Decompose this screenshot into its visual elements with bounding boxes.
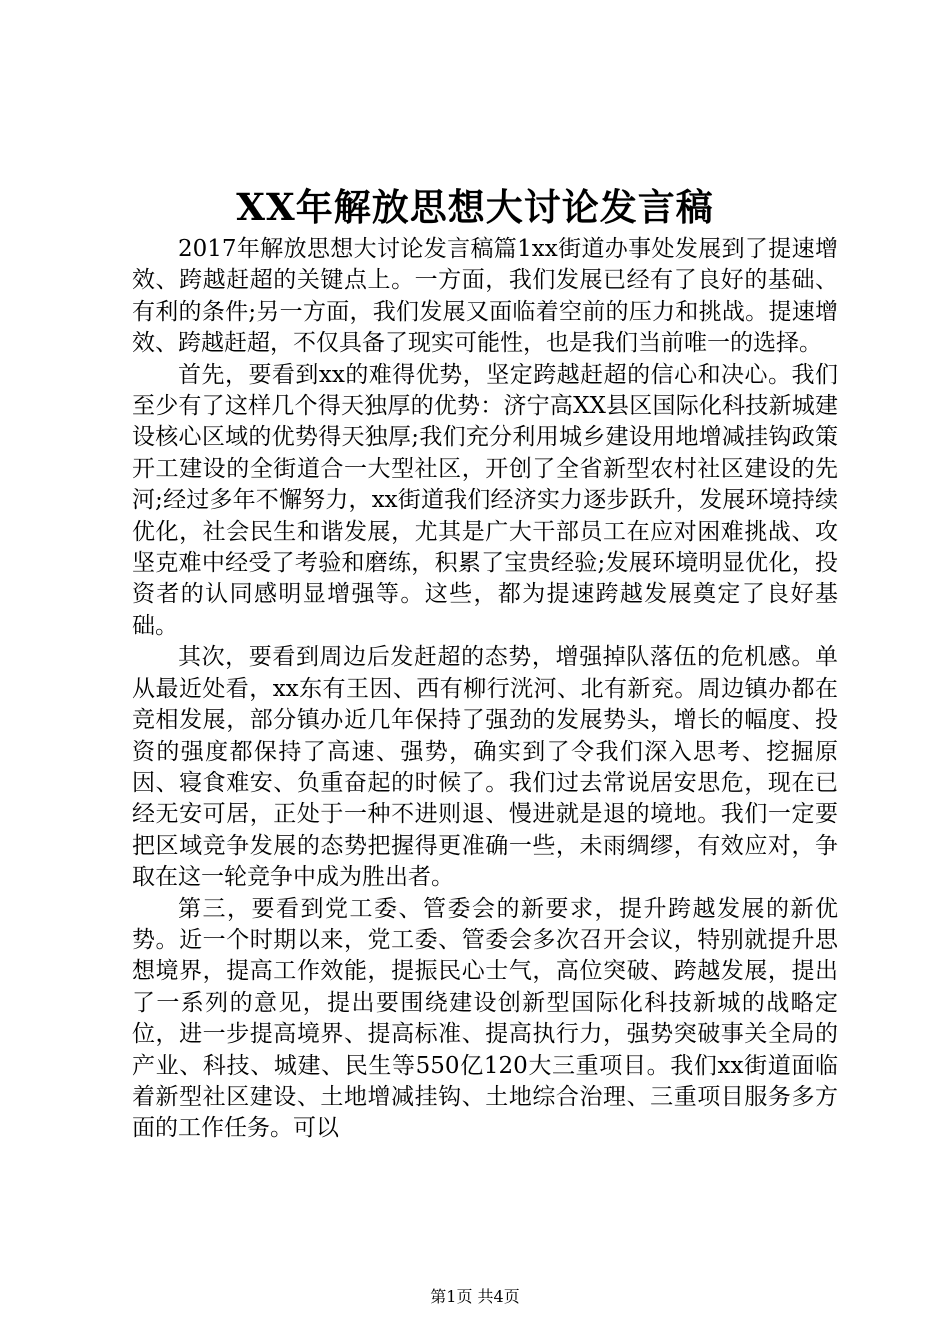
paragraph-3: 其次，要看到周边后发赶超的态势，增强掉队落伍的危机感。单从最近处看，xx东有王因、西有柳行洸河、北有新兖。周边镇办都在竞相发展，部分镇办近几年保持了强劲的发展势头，增长的幅度、投资的强度都保持了高速、强势，确实到了令我们深入思考、挖掘原因、寝食难安、负重奋起的时候了。我们过去常说居安思危，现在已经无安可居，正处于一种不进则退、慢进就是退的境地。我们一定要把区域竞争发展的态势把握得更准确一些，未雨绸缪，有效应对，争取在这一轮竞争中成为胜出者。	[132, 644, 838, 891]
paragraph-1: 2017年解放思想大讨论发言稿篇1xx街道办事处发展到了提速增效、跨越赶超的关键点上。一方面，我们发展已经有了良好的基础、有利的条件;另一方面，我们发展又面临着空前的压力和挑战。提速增效、跨越赶超，不仅具备了现实可能性，也是我们当前唯一的选择。	[132, 236, 838, 357]
page-footer: 第1页 共4页	[430, 1287, 520, 1306]
paragraph-4: 第三，要看到党工委、管委会的新要求，提升跨越发展的新优势。近一个时期以来，党工委、管委会多次召开会议，特别就提升思想境界，提高工作效能，提振民心士气，高位突破、跨越发展，提出了一系列的意见，提出要围绕建设创新型国际化科技新城的战略定位，进一步提高境界、提高标准、提高执行力，强势突破事关全局的产业、科技、城建、民生等550亿120大三重项目。我们xx街道面临着新型社区建设、土地增减挂钩、土地综合治理、三重项目服务多方面的工作任务。可以	[132, 895, 838, 1142]
document-title: XX年解放思想大讨论发言稿	[236, 185, 714, 229]
document-body	[132, 234, 838, 1145]
paragraph-2: 首先，要看到xx的难得优势，坚定跨越赶超的信心和决心。我们至少有了这样几个得天独厚的优势：济宁高XX县区国际化科技新城建设核心区域的优势得天独厚;我们充分利用城乡建设用地增减挂钩政策开工建设的全街道合一大型社区，开创了全省新型农村社区建设的先河;经过多年不懈努力，xx街道我们经济实力逐步跃升，发展环境持续优化，社会民生和谐发展，尤其是广大干部员工在应对困难挑战、攻坚克难中经受了考验和磨练，积累了宝贵经验;发展环境明显优化，投资者的认同感明显增强等。这些，都为提速跨越发展奠定了良好基础。	[132, 361, 838, 639]
